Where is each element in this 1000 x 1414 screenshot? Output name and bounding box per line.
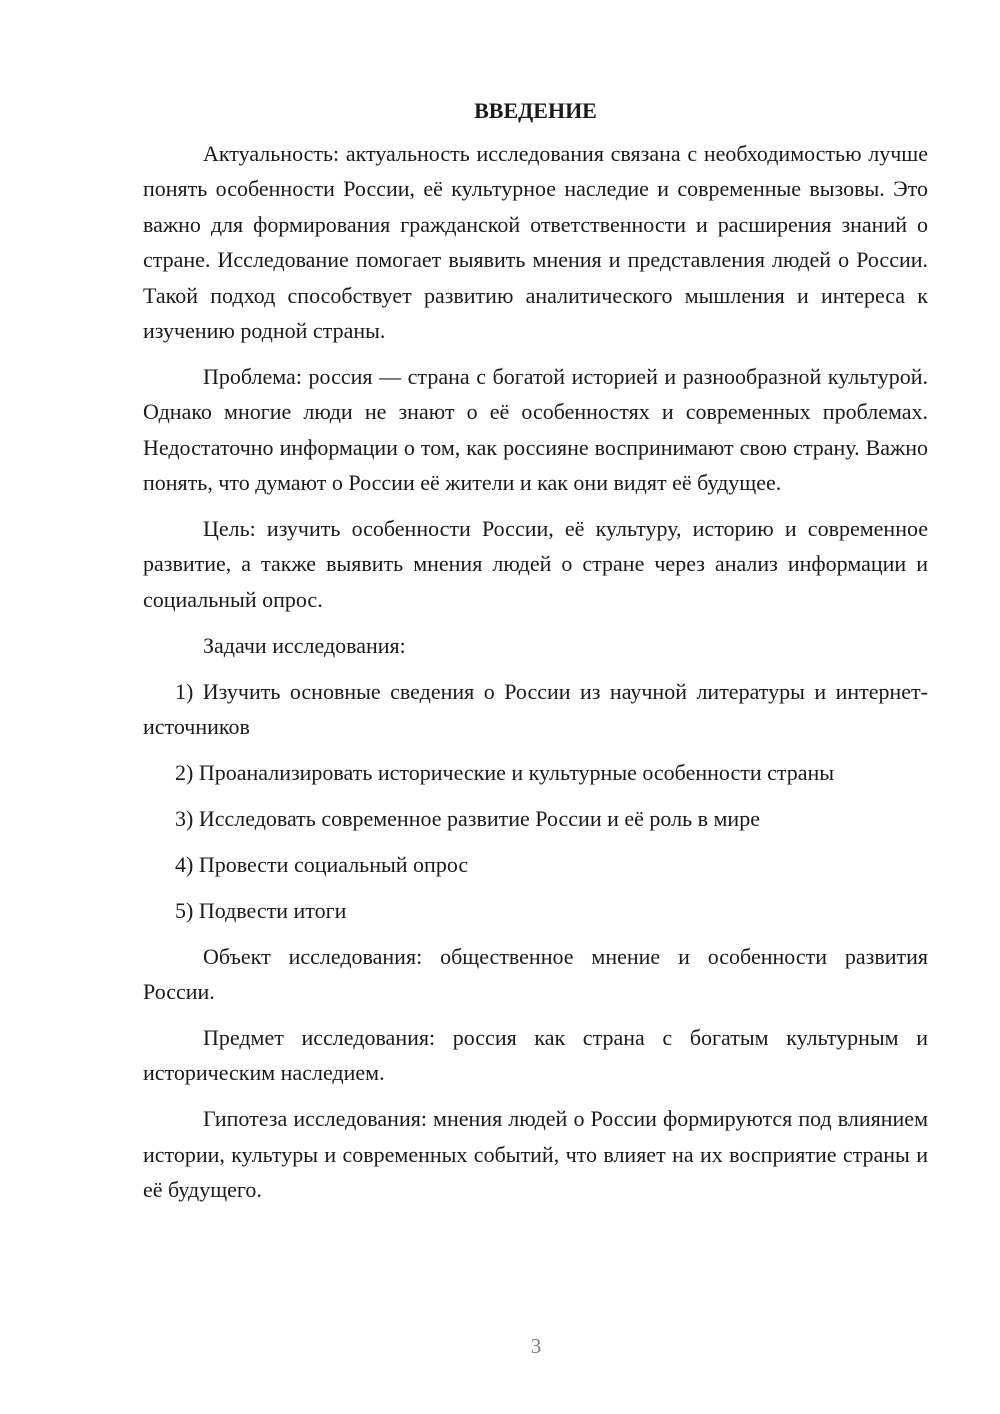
tasks-label: Задачи исследования: — [203, 632, 406, 658]
paragraph-subject: Предмет исследования: россия как страна с богатым культурным и историческим наследием. — [143, 1024, 928, 1086]
page-number: 3 — [530, 1334, 542, 1358]
paragraph-object: Объект исследования: общественное мнение и особенности развития России. — [143, 943, 928, 1005]
task-item-3: 3) Исследовать современное развитие России и её роль в мире — [175, 805, 760, 831]
task-item-5: 5) Подвести итоги — [175, 897, 347, 923]
paragraph-hypothesis: Гипотеза исследования: мнения людей о России формируются под влиянием истории, культуры и современных событий, что влияет на их восприятие страны и её будущего. — [143, 1106, 928, 1203]
page-title: ВВЕДЕНИЕ — [474, 98, 597, 123]
task-item-2: 2) Проанализировать исторические и культурные особенности страны — [175, 760, 835, 785]
paragraph-problem: Проблема: россия — страна с богатой историей и разнообразной культурой. Однако многие люди не знают о её особенностях и современных проблемах. Недостаточно информации о том, как россияне воспринимают свою страну. Важно понять, что думают о России её жители и как они видят её будущее. — [143, 363, 928, 496]
paragraph-goal: Цель: изучить особенности России, её культуру, историю и современное развитие, а также выявить мнения людей о стране через анализ информации и социальный опрос. — [143, 516, 928, 612]
paragraph-relevance: Актуальность: актуальность исследования связана с необходимостью лучше понять особенности России, её культурное наследие и современные вызовы. Это важно для формирования гражданской ответственности и расширения знаний о стране. Исследование помогает выявить мнения и представления людей о России. Такой подход способствует развитию аналитического мышления и интереса к изучению родной страны. — [143, 141, 928, 344]
task-item-1: 1) Изучить основные сведения о России из научной литературы и интернет-источников — [143, 678, 928, 740]
document-page — [143, 96, 928, 1218]
task-item-4: 4) Провести социальный опрос — [175, 851, 469, 877]
